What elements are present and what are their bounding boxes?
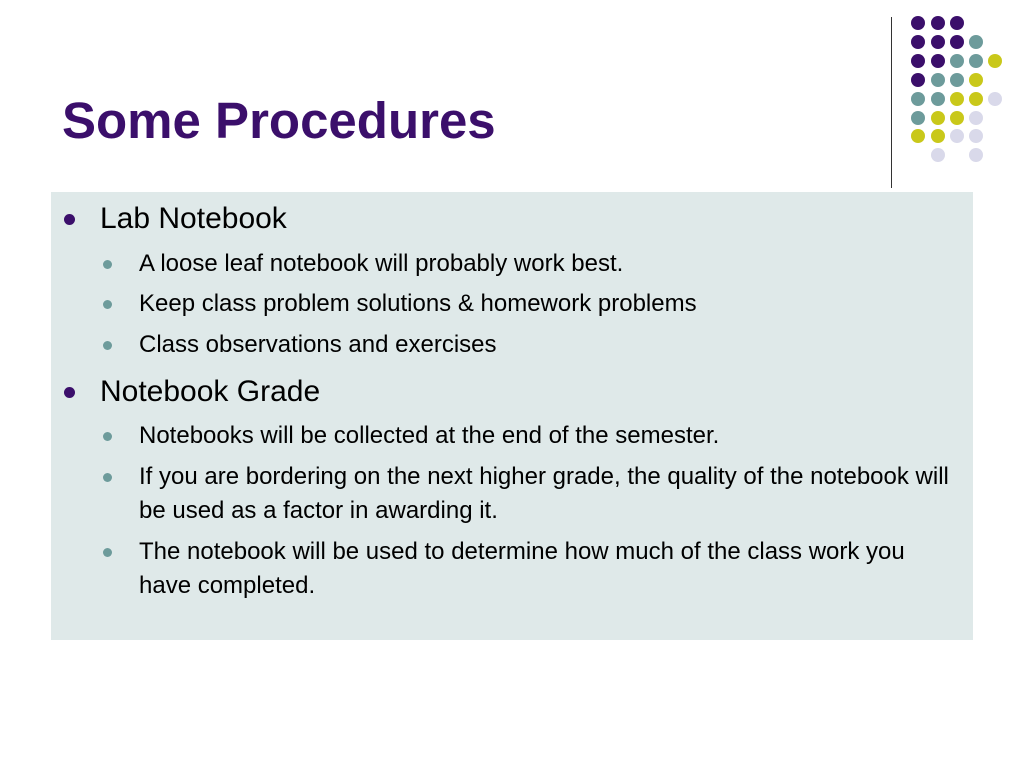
- grid-dot: [911, 73, 925, 87]
- title-divider: [891, 17, 892, 188]
- grid-dot: [969, 148, 983, 162]
- grid-dot: [969, 73, 983, 87]
- bullet-dot-icon: [64, 214, 75, 225]
- sub-bullet-dot-icon: [103, 548, 112, 557]
- sub-bullet-dot-icon: [103, 473, 112, 482]
- sub-bullet-dot-icon: [103, 432, 112, 441]
- section-heading-lab-notebook: Lab Notebook: [100, 202, 287, 235]
- grid-dot: [950, 73, 964, 87]
- bullet-item: Keep class problem solutions & homework problems: [139, 290, 697, 317]
- grid-dot: [911, 129, 925, 143]
- grid-dot: [911, 111, 925, 125]
- grid-dot: [969, 92, 983, 106]
- grid-dot: [911, 54, 925, 68]
- bullet-item: The notebook will be used to determine how much of the class work you have completed.: [139, 538, 905, 599]
- section-heading-notebook-grade: Notebook Grade: [100, 375, 321, 408]
- grid-dot: [969, 54, 983, 68]
- grid-dot: [969, 35, 983, 49]
- sub-bullet-dot-icon: [103, 300, 112, 309]
- grid-dot: [950, 111, 964, 125]
- bullet-item: A loose leaf notebook will probably work best.: [139, 250, 624, 277]
- grid-dot: [931, 129, 945, 143]
- grid-dot: [950, 35, 964, 49]
- grid-dot: [950, 54, 964, 68]
- grid-dot: [931, 16, 945, 30]
- slide-title: Some Procedures: [62, 92, 496, 149]
- grid-dot: [950, 92, 964, 106]
- grid-dot: [950, 129, 964, 143]
- grid-dot: [969, 111, 983, 125]
- grid-dot: [988, 54, 1002, 68]
- bullet-item: Class observations and exercises: [139, 331, 497, 358]
- sub-bullet-dot-icon: [103, 260, 112, 269]
- grid-dot: [911, 35, 925, 49]
- bullet-item: If you are bordering on the next higher grade, the quality of the notebook will be used as a factor in awarding it.: [139, 463, 949, 524]
- grid-dot: [931, 73, 945, 87]
- grid-dot: [931, 35, 945, 49]
- grid-dot: [931, 54, 945, 68]
- grid-dot: [931, 92, 945, 106]
- grid-dot: [911, 16, 925, 30]
- grid-dot: [969, 129, 983, 143]
- grid-dot: [950, 16, 964, 30]
- grid-dot: [988, 92, 1002, 106]
- bullet-item: Notebooks will be collected at the end of the semester.: [139, 422, 720, 449]
- grid-dot: [931, 111, 945, 125]
- bullet-dot-icon: [64, 387, 75, 398]
- grid-dot: [931, 148, 945, 162]
- grid-dot: [911, 92, 925, 106]
- sub-bullet-dot-icon: [103, 341, 112, 350]
